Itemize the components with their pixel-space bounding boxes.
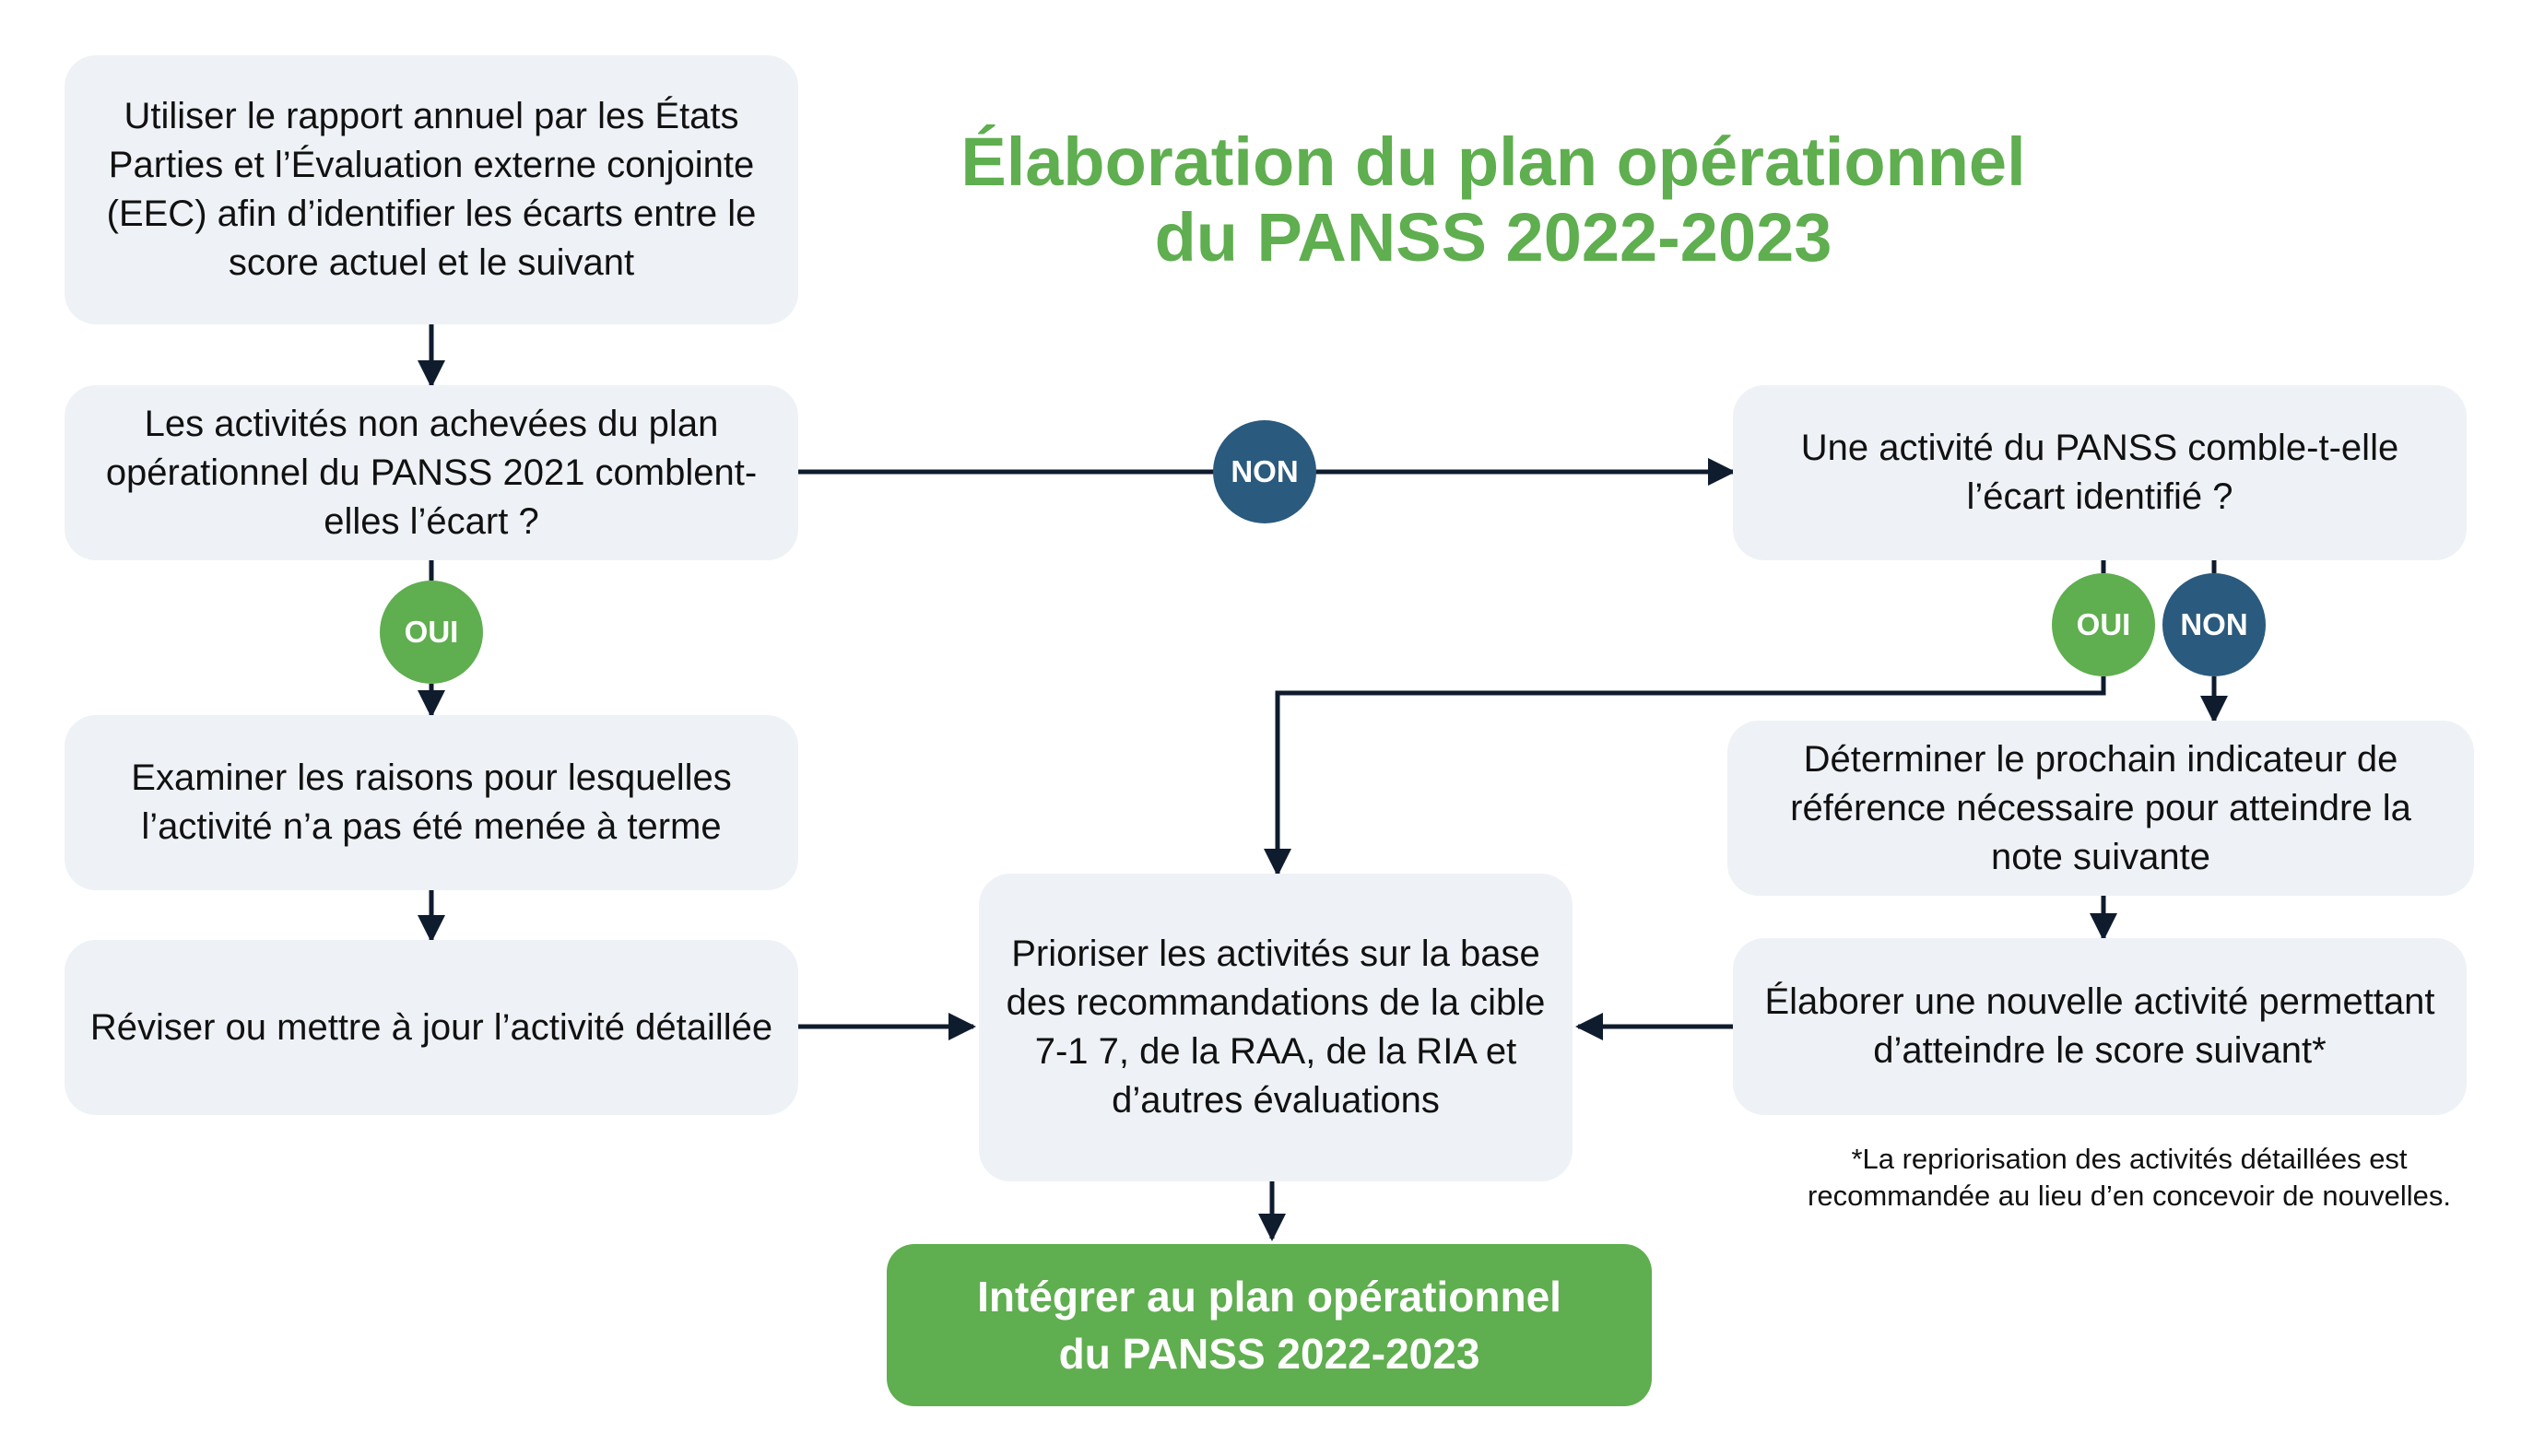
badge-oui-left: OUI — [380, 581, 483, 684]
node-revise-activity — [65, 940, 798, 1115]
node-integrate-plan-line-1: Intégrer au plan opérationnel — [977, 1273, 1561, 1321]
node-use-report-text: Utiliser le rapport annuel par les États Parties et l’Évaluation externe conjointe (EEC) afin d’identifier les écarts entre le score actuel et le suivant — [106, 96, 757, 283]
badge-oui-right: OUI — [2052, 573, 2155, 676]
node-new-activity — [1733, 938, 2467, 1115]
node-integrate-plan-line-2: du PANSS 2022-2023 — [1058, 1330, 1480, 1378]
node-determine-indicator — [1727, 721, 2474, 896]
node-panss-activity-question — [1733, 385, 2467, 560]
node-examine-reasons-text: Examiner les raisons pour lesquelles l’activité n’a pas été menée à terme — [131, 757, 732, 847]
node-examine-reasons — [65, 715, 798, 890]
node-use-report — [65, 55, 798, 324]
node-revise-activity-text: Réviser ou mettre à jour l’activité détaillée — [89, 1006, 773, 1048]
badge-non-right: NON — [2162, 573, 2266, 676]
title-line-1: Élaboration du plan opérationnel — [960, 123, 2026, 200]
node-unfinished-activities-question — [65, 385, 798, 560]
footnote: *La repriorisation des activités détaillées est recommandée au lieu d’en concevoir de nouvelles. — [1808, 1143, 2451, 1212]
node-unfinished-activities-text: Les activités non achevées du plan opérationnel du PANSS 2021 comblent-elles l’écart ? — [105, 403, 758, 542]
title-line-2: du PANSS 2022-2023 — [1154, 199, 1832, 276]
badge-non-middle: NON — [1213, 420, 1316, 523]
node-determine-indicator-text: Déterminer le prochain indicateur de référence nécessaire pour atteindre la note suivante — [1790, 738, 2411, 877]
node-new-activity-text: Élaborer une nouvelle activité permettant d’atteindre le score suivant* — [1764, 981, 2435, 1071]
node-prioritize-activities — [979, 874, 1573, 1181]
node-integrate-plan — [887, 1244, 1652, 1406]
node-prioritize-activities-text: Prioriser les activités sur la base des recommandations de la cible 7-1 7, de la RAA, de la RIA et d’autres évaluations — [1006, 933, 1546, 1121]
node-panss-activity-question-text: Une activité du PANSS comble-t-elle l’écart identifié ? — [1800, 428, 2399, 517]
